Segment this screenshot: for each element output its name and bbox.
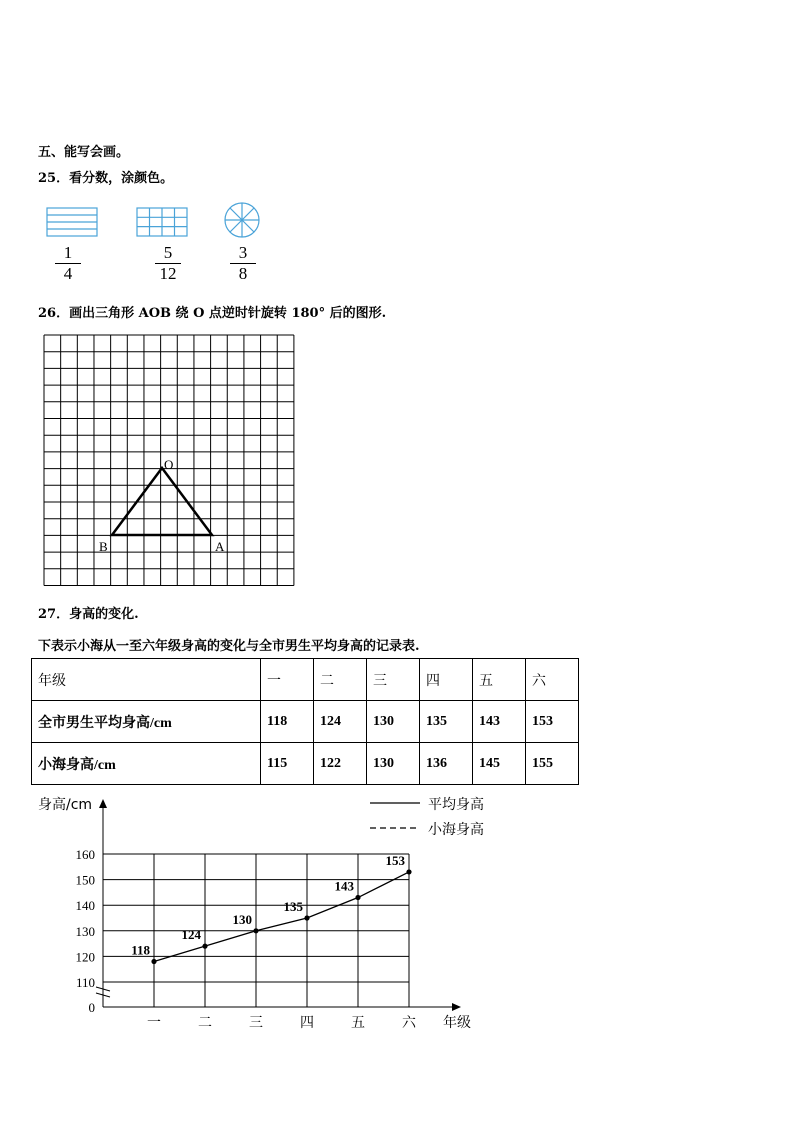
fraction-1-numerator: 1 <box>63 243 73 262</box>
table-cell: 135 <box>420 701 473 743</box>
series-line-average <box>154 872 409 962</box>
table-row-label: 全市男生平均身高/cm <box>32 701 261 743</box>
x-tick-label: 四 <box>300 1015 314 1031</box>
table-cell: 136 <box>420 743 473 785</box>
fraction-3 <box>228 244 258 283</box>
table-header-cell: 三 <box>367 659 420 701</box>
y-axis-label: 身高/cm <box>38 797 93 813</box>
label-b: B <box>99 539 108 554</box>
question-27-intro: 下表示小海从一至六年级身高的变化与全市男生平均身高的记录表. <box>38 639 420 654</box>
legend-label-average: 平均身高 <box>428 797 484 813</box>
table-cell: 143 <box>473 701 526 743</box>
table-cell: 124 <box>314 701 367 743</box>
table-header-cell: 一 <box>261 659 314 701</box>
x-tick-label: 六 <box>402 1015 416 1031</box>
shape-rect-quarters <box>47 208 97 236</box>
fraction-2-numerator: 5 <box>163 243 173 262</box>
fraction-1 <box>53 244 83 283</box>
shape-rect-twelfths <box>137 208 187 236</box>
data-label: 124 <box>181 927 201 943</box>
table-cell: 130 <box>367 743 420 785</box>
table-cell: 155 <box>526 743 579 785</box>
y-tick-label: 140 <box>75 898 95 914</box>
table-header-row <box>32 659 579 701</box>
y-tick-label: 120 <box>75 949 95 965</box>
fraction-shapes <box>40 198 270 242</box>
data-point <box>355 895 360 900</box>
table-header-cell: 二 <box>314 659 367 701</box>
table-header-cell: 四 <box>420 659 473 701</box>
x-axis-label: 年级 <box>443 1015 471 1031</box>
data-point <box>151 959 156 964</box>
y-tick-label: 150 <box>75 872 95 888</box>
table-row <box>32 701 579 743</box>
x-tick-label: 二 <box>198 1015 212 1031</box>
fraction-3-numerator: 3 <box>238 243 248 262</box>
y-tick-label: 130 <box>75 923 95 939</box>
x-tick-label: 三 <box>249 1015 263 1031</box>
table-row-label: 小海身高/cm <box>32 743 261 785</box>
section-title: 五、能写会画。 <box>38 145 130 160</box>
label-o: O <box>164 457 174 472</box>
y-tick-label: 0 <box>88 1000 95 1015</box>
x-tick-label: 一 <box>147 1015 161 1031</box>
y-tick-label: 110 <box>75 975 95 990</box>
data-point <box>202 944 207 949</box>
question-26-title: 26．画出三角形 AOB 绕 O 点逆时针旋转 180° 后的图形. <box>38 306 387 321</box>
data-label: 130 <box>232 911 252 927</box>
label-a: A <box>215 539 225 554</box>
table-header-cell: 六 <box>526 659 579 701</box>
fraction-1-denominator: 4 <box>63 264 73 283</box>
table-header-cell: 年级 <box>32 659 261 701</box>
data-label: 135 <box>283 899 303 914</box>
table-cell: 118 <box>261 701 314 743</box>
y-tick-label: 160 <box>75 847 95 862</box>
table-row <box>32 743 579 785</box>
table-header-cell: 五 <box>473 659 526 701</box>
x-tick-label: 五 <box>351 1015 365 1031</box>
shape-circle-eighths <box>225 203 259 237</box>
data-label: 118 <box>131 942 150 958</box>
data-point <box>406 869 411 874</box>
fraction-3-denominator: 8 <box>238 264 248 283</box>
fraction-2 <box>153 244 183 283</box>
data-point <box>304 915 309 920</box>
question-25-title: 25．看分数，涂颜色。 <box>38 171 174 186</box>
data-label: 153 <box>385 852 405 868</box>
height-line-chart <box>0 790 540 1040</box>
height-table <box>31 658 579 785</box>
fraction-2-denominator: 12 <box>159 264 177 283</box>
table-cell: 122 <box>314 743 367 785</box>
y-axis-arrow <box>99 799 107 808</box>
data-label: 143 <box>334 878 354 894</box>
table-cell: 115 <box>261 743 314 785</box>
table-cell: 130 <box>367 701 420 743</box>
question-27-title: 27．身高的变化. <box>38 607 139 622</box>
x-axis-arrow <box>452 1003 461 1011</box>
table-cell: 153 <box>526 701 579 743</box>
rotation-grid <box>40 332 300 590</box>
legend-label-xiaohai: 小海身高 <box>428 822 484 838</box>
data-point <box>253 928 258 933</box>
table-cell: 145 <box>473 743 526 785</box>
